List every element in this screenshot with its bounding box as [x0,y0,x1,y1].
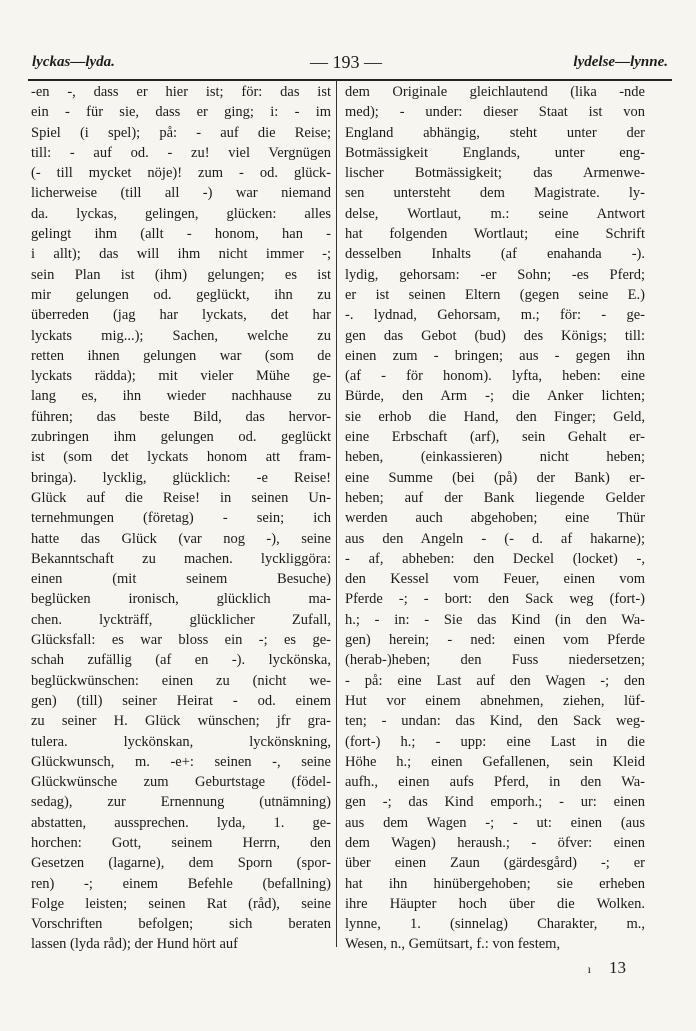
text-line: Gesetzen (lagarne), dem Sporn (spor- [31,855,331,872]
text-line: - på: eine Last auf den Wagen -; den [345,672,645,689]
text-line: (af - för honom). lyfta, heben: eine [345,368,645,385]
text-line: Spiel (i spel); på: - auf die Reise; [31,124,331,141]
text-line: dem Wagen) heraush.; - öfver: einen [345,834,645,851]
left-column [31,82,331,955]
text-line: desselben Inhalts (af enahanda -). [345,246,645,263]
text-line: ist (som det lyckats honom att fram- [31,449,331,466]
text-line: lang es, ihn wieder nachhause zu [31,388,331,405]
page-number: — 193 — [310,52,382,72]
text-line: aus den Angeln - (- d. af hakarne); [345,530,645,547]
text-line: Folge leisten; seinen Rat (råd), seine [31,895,331,912]
text-line: - af, abheben: den Deckel (locket) -, [345,550,645,567]
header-rule [28,79,672,81]
text-line: heben; auf der Bank liegende Gelder [345,489,645,506]
text-line: Botmässigkeit Englands, unter eng- [345,144,645,161]
text-line: werden auch abgehoben; eine Thür [345,510,645,527]
text-line: beglücken ironisch, glücklich ma- [31,591,331,608]
text-line: sie erhob die Hand, den Finger; Geld, [345,408,645,425]
text-line: horchen: Gott, seinem Herrn, den [31,834,331,851]
text-line: chen. lyckträff, glücklicher Zufall, [31,611,331,628]
text-line: aus dem Wagen -; - ut: einen (aus [345,814,645,831]
text-line: med); - under: dieser Staat ist von [345,104,645,121]
header-left-guide-word: lyckas—lyda. [32,54,115,70]
text-line: h.; - in: - Sie das Kind (in den Wa- [345,611,645,628]
text-line: hat ihn hinübergehoben; sie erheben [345,875,645,892]
text-line: überreden (jag har lyckats, det har [31,307,331,324]
text-line: ternehmungen (företag) - sein; ich [31,510,331,527]
page-footer [588,958,626,978]
text-line: Glück auf die Reise! in seinen Un- [31,489,331,506]
text-line: Bekanntschaft zu machen. lyckliggöra: [31,550,331,567]
column-divider [336,80,337,947]
text-line: i allt); das will ihm nicht immer -; [31,246,331,263]
text-line: lydig, gehorsam: -er Sohn; -es Pferd; [345,266,645,283]
text-line: Vorschriften befolgen; sich beraten [31,916,331,933]
header-right-guide-word: lydelse—lynne. [573,54,668,70]
text-line: delse, Wortlaut, m.: seine Antwort [345,205,645,222]
text-line: dem Originale gleichlautend (lika -nde [345,84,645,100]
text-line: er ist seinen Eltern (gegen seine E.) [345,286,645,303]
signature-number: 13 [609,958,626,977]
text-line: sen untersteht dem Magistrate. ly- [345,185,645,202]
text-line: gen) herein; - ned: einen vom Pferde [345,632,645,649]
text-line: Glückwunsch, m. -e+: seinen -, seine [31,753,331,770]
text-line: zu seiner H. Glück wünschen; jfr gra- [31,713,331,730]
text-line: Höhe h.; einen Gefallenen, sein Kleid [345,753,645,770]
text-line: sein Plan ist (ihm) gelungen; es ist [31,266,331,283]
text-line: lischer Botmässigkeit; das Armenwe- [345,165,645,182]
right-column [345,82,645,955]
text-line: England abhängig, steht unter der [345,124,645,141]
text-line: tulera. lyckönskan, lyckönskning, [31,733,331,750]
text-line: lynne, 1. (sinnelag) Charakter, m., [345,916,645,933]
page-header [24,52,668,76]
text-line: abstatten, aussprechen. lyda, 1. ge- [31,814,331,831]
text-line: ihre Häupter hoch über die Wolken. [345,895,645,912]
text-line: einen zum - bringen; aus - gegen ihn [345,347,645,364]
text-line: beglückwünschen: einen zu (nicht we- [31,672,331,689]
text-line: aufh., einen aufs Pferd, in den Wa- [345,774,645,791]
text-line: zubringen ihm gelungen od. geglückt [31,429,331,446]
text-line: licherweise (till all -) war niemand [31,185,331,202]
text-line: till: - auf od. - zu! viel Vergnügen [31,144,331,161]
text-line: Pferde -; - bort: den Sack weg (fort-) [345,591,645,608]
text-line: (fort-) h.; - upp: eine Last in die [345,733,645,750]
text-line: retten ihnen gelungen war (som de [31,347,331,364]
text-line: -en -, dass er hier ist; för: das ist [31,84,331,100]
text-line: lyckats rädda); mit vieler Mühe ge- [31,368,331,385]
text-line: sedag), zur Ernennung (utnämning) [31,794,331,811]
text-line: da. lyckas, gelingen, glücken: alles [31,205,331,222]
text-line: ein - für sie, dass er ging; i: - im [31,104,331,121]
text-line: über einen Zaun (gärdesgård) -; er [345,855,645,872]
text-line: mir gelungen od. geglückt, ihn zu [31,286,331,303]
text-line: einen (mit seinem Besuche) [31,571,331,588]
text-line: Wesen, n., Gemütsart, f.: von festem, [345,936,561,953]
text-line: Bürde, den Arm -; die Anker lichten; [345,388,645,405]
text-line: heben, (einkassieren) nicht heben; [345,449,645,466]
text-line: Glücksfall: es war bloss ein -; es ge- [31,632,331,649]
text-line: (- till mycket nöje)! zum - od. glück- [31,165,331,182]
text-line: schah zufällig (af en -). lyckönska, [31,652,331,669]
text-line: gelingt ihm (allt - honom, han - [31,226,331,243]
text-line: -. lydnad, Gehorsam, m.; för: - ge- [345,307,645,324]
text-line: gen das Gebot (bud) des Königs; till: [345,327,645,344]
text-line: hatte das Glück (var nog -), seine [31,530,331,547]
text-line: führen; das beste Bild, das hervor- [31,408,331,425]
text-line: lassen (lyda råd); der Hund hört auf [31,936,238,953]
text-line: gen) (till) seiner Heirat - od. einem [31,692,331,709]
text-line: hat folgenden Wortlaut; eine Schrift [345,226,645,243]
text-line: gen -; das Kind emporh.; - ur: einen [345,794,645,811]
text-line: ren) -; einem Befehle (befallning) [31,875,331,892]
text-line: eine Erbschaft (arf), sein Gehalt er- [345,429,645,446]
text-line: ten; - undan: das Kind, den Sack weg- [345,713,645,730]
text-line: Glückwünsche zum Geburtstage (födel- [31,774,331,791]
text-line: lyckats mig...); Sachen, welche zu [31,327,331,344]
text-line: bringa). lycklig, glücklich: -e Reise! [31,469,331,486]
text-line: Hut vor einem abnehmen, ziehen, lüf- [345,692,645,709]
text-line: den Kessel vom Feuer, einen vom [345,571,645,588]
text-line: eine Summe (bei (på) der Bank) er- [345,469,645,486]
text-line: (herab-)heben; den Fuss niedersetzen; [345,652,645,669]
footer-mark: ı [587,962,591,976]
